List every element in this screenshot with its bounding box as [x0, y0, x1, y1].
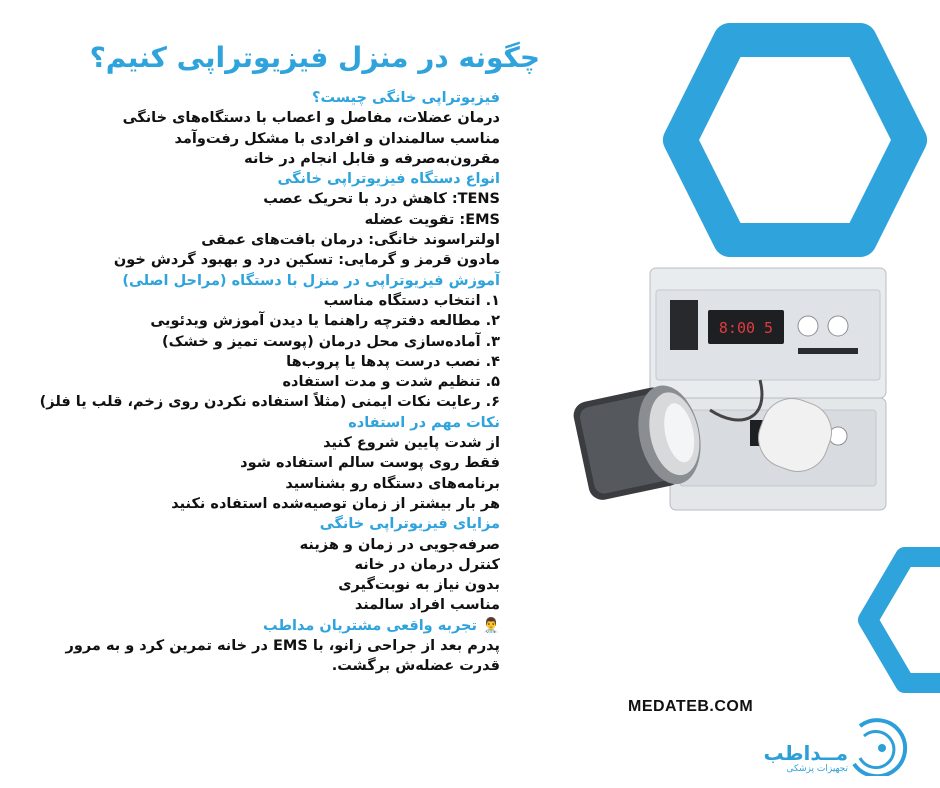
- content-line: مناسب افراد سالمند: [354, 597, 500, 614]
- content-line: هر بار بیشتر از زمان توصیه‌شده استفاده نکنید: [171, 495, 500, 512]
- content-line: اولتراسوند خانگی: درمان بافت‌های عمقی: [201, 232, 500, 249]
- hexagon-decoration-bottom: [850, 545, 940, 695]
- device-display-text: 8:00 5: [718, 319, 774, 337]
- content-line: از شدت پایین شروع کنید: [323, 435, 500, 452]
- content-line: ۶. رعایت نکات ایمنی (مثلاً استفاده نکردن روی زخم، قلب یا فلز): [39, 394, 500, 411]
- section-heading: آموزش فیزیوتراپی در منزل با دستگاه (مراحل اصلی): [122, 272, 500, 289]
- section-heading: نکات مهم در استفاده: [348, 414, 500, 431]
- content-line: مقرون‌به‌صرفه و قابل انجام در خانه: [244, 150, 500, 167]
- brand-logo-subtitle: تجهیزات پزشکی: [786, 764, 848, 774]
- section-heading: انواع دستگاه فیزیوتراپی خانگی: [277, 171, 500, 188]
- article-content: [39, 88, 500, 677]
- content-line: TENS: کاهش درد با تحریک عصب: [263, 191, 500, 208]
- physiotherapy-device-image: [560, 260, 890, 520]
- brand-logo-icon: [840, 716, 920, 776]
- section-heading: مزایای فیزیوتراپی خانگی: [319, 516, 500, 533]
- hexagon-decoration-top: [650, 0, 940, 280]
- content-line: درمان عضلات، مفاصل و اعصاب با دستگاه‌های خانگی: [122, 110, 500, 127]
- content-line: مناسب سالمندان و افرادی با مشکل رفت‌وآمد: [174, 130, 500, 147]
- content-line: پدرم بعد از جراحی زانو، با EMS در خانه تمرین کرد و به مرور قدرت عضله‌ش برگشت.: [65, 638, 500, 675]
- content-line: برنامه‌های دستگاه رو بشناسید: [285, 475, 500, 492]
- content-line: ۱. انتخاب دستگاه مناسب: [323, 292, 500, 309]
- content-line: ۲. مطالعه دفترچه راهنما یا دیدن آموزش ویدئویی: [150, 313, 500, 330]
- section-heading: فیزیوتراپی خانگی چیست؟: [312, 90, 500, 106]
- content-line: کنترل درمان در خانه: [354, 556, 500, 573]
- content-line: مادون قرمز و گرمایی: تسکین درد و بهبود گردش خون: [113, 252, 500, 269]
- content-line: صرفه‌جویی در زمان و هزینه: [299, 536, 500, 553]
- brand-logo-name: مــداطب: [763, 741, 848, 765]
- page-title: چگونه در منزل فیزیوتراپی کنیم؟: [89, 41, 540, 74]
- content-line: فقط روی پوست سالم استفاده شود: [240, 455, 500, 472]
- content-line: ۵. تنظیم شدت و مدت استفاده: [282, 374, 500, 391]
- content-line: ۴. نصب درست پدها یا پروب‌ها: [286, 353, 500, 370]
- content-line: EMS: تقویت عضله: [364, 211, 500, 228]
- website-url: MEDATEB.COM: [628, 698, 754, 715]
- content-line: ۳. آماده‌سازی محل درمان (پوست تمیز و خشک): [162, 333, 500, 350]
- content-line: بدون نیاز به نوبت‌گیری: [338, 577, 500, 594]
- section-heading: 👨‍⚕️ تجربه واقعی مشتریان مداطب: [263, 617, 500, 634]
